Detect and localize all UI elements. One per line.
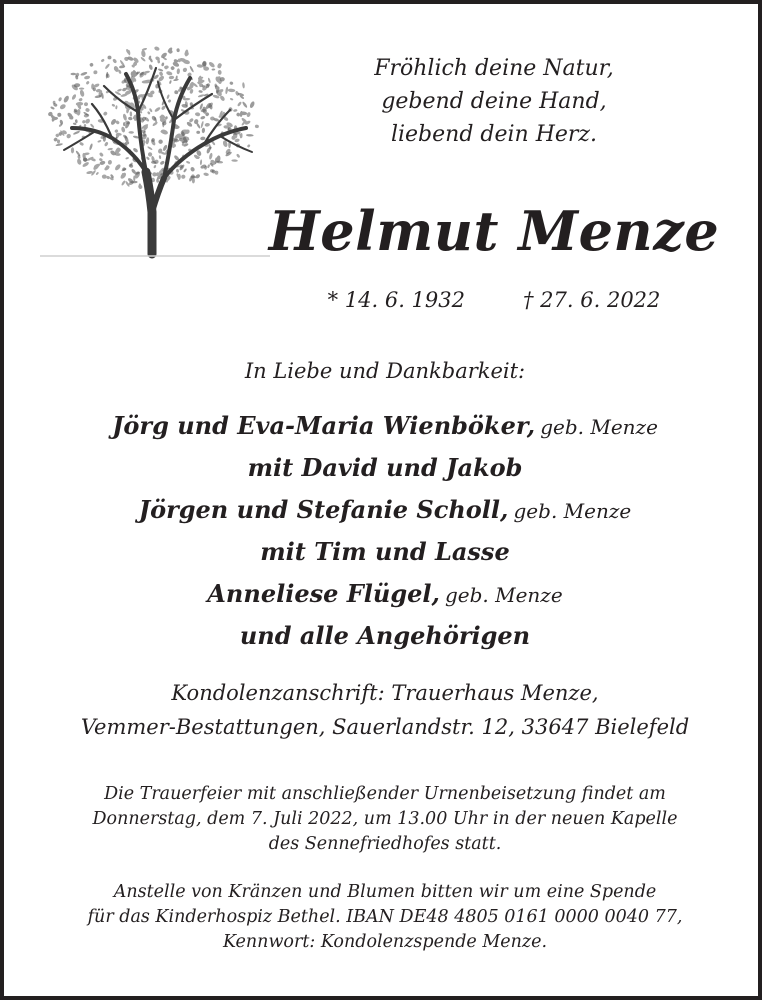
motto-line: liebend dein Herz.: [390, 122, 598, 147]
mourner-row: [4, 574, 762, 616]
maiden-name: geb. Menze: [513, 499, 632, 523]
motto-verse: [334, 52, 654, 151]
funeral-line: des Sennefriedhofes statt.: [268, 834, 502, 854]
mourner-row: [4, 490, 762, 532]
mourner-name: mit Tim und Lasse: [260, 537, 510, 566]
mourner-name: Jörg und Eva-Maria Wienböker,: [112, 411, 536, 440]
condolence-address: [4, 676, 762, 744]
death-date: † 27. 6. 2022: [523, 288, 661, 312]
mourner-name: mit David und Jakob: [247, 453, 523, 482]
motto-line: Fröhlich deine Natur,: [374, 56, 614, 81]
mourner-row: [4, 406, 762, 448]
life-dates: [304, 286, 684, 314]
mourner-name: und alle Angehörigen: [239, 621, 531, 650]
maiden-name: geb. Menze: [540, 415, 658, 439]
address-line: Kondolenzanschrift: Trauerhaus Menze,: [171, 681, 599, 705]
donation-line: Anstelle von Kränzen und Blumen bitten wir um eine Spende: [113, 882, 657, 902]
donation-request: [4, 880, 762, 955]
funeral-line: Die Trauerfeier mit anschließender Urnenbeisetzung findet am: [104, 784, 666, 804]
mourner-row: [4, 448, 762, 490]
dedication-intro: In Liebe und Dankbarkeit:: [244, 359, 526, 383]
tree-icon: [34, 32, 274, 264]
funeral-line: Donnerstag, dem 7. Juli 2022, um 13.00 Uhr in der neuen Kapelle: [92, 809, 678, 829]
mourners-list: [4, 406, 762, 658]
motto-line: gebend deine Hand,: [381, 89, 607, 114]
funeral-details: [4, 782, 762, 857]
address-line: Vemmer-Bestattungen, Sauerlandstr. 12, 33647 Bielefeld: [80, 715, 690, 739]
mourner-row: [4, 616, 762, 658]
mourner-row: [4, 532, 762, 574]
maiden-name: geb. Menze: [444, 583, 563, 607]
mourner-name: Jörgen und Stefanie Scholl,: [138, 495, 509, 524]
birth-date: * 14. 6. 1932: [327, 288, 465, 312]
donation-line: für das Kinderhospiz Bethel. IBAN DE48 4805 0161 0000 0040 77,: [87, 907, 683, 927]
deceased-name: Helmut Menze: [268, 199, 720, 263]
donation-line: Kennwort: Kondolenzspende Menze.: [222, 932, 548, 952]
mourner-name: Anneliese Flügel,: [207, 579, 440, 608]
